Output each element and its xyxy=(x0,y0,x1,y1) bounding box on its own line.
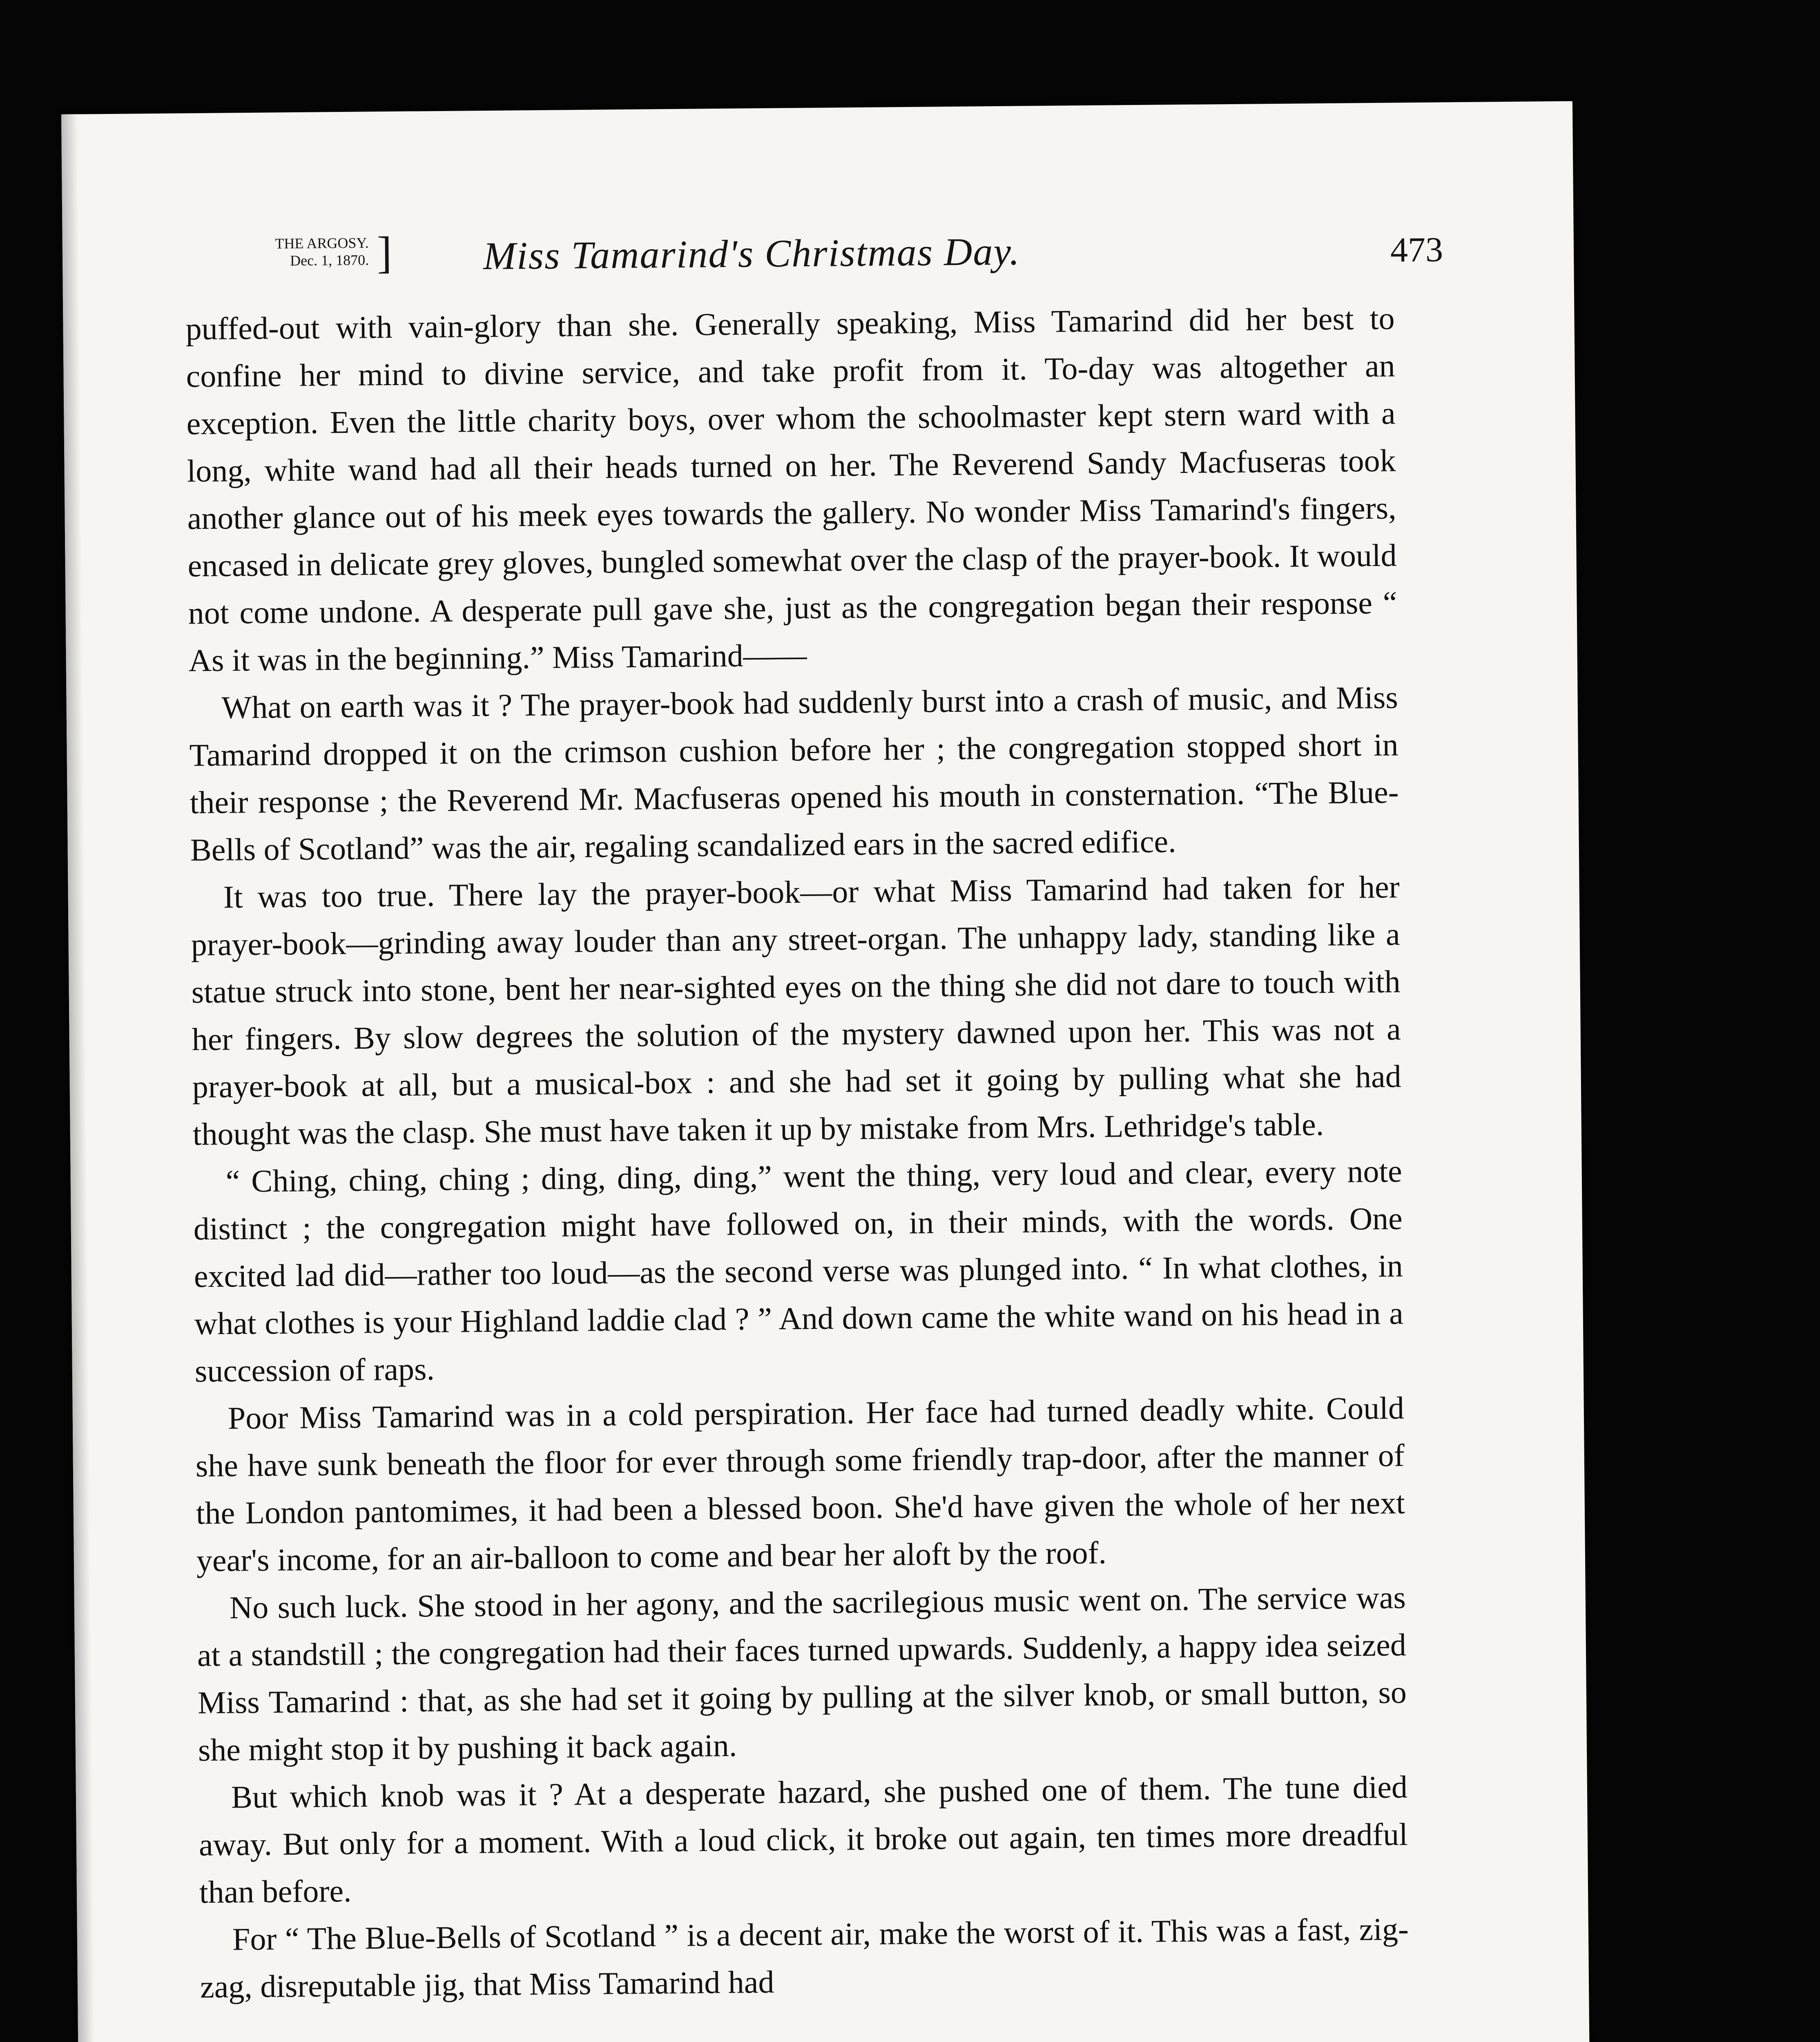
page-number: 473 xyxy=(1390,230,1443,270)
paragraph: puffed-out with vain-glory than she. Generally speaking, Miss Tamarind did her best to confine her mind to divine service, and take profit from it. To-day was altogether an exception. Even the little charity boys, over whom the schoolmaster kept stern ward with a long, white wand had all their heads turned on her. The Reverend Sandy Macfuseras took another glance out of his meek eyes towards the gallery. No wonder Miss Tamarind's fingers, encased in delicate grey gloves, bungled somewhat over the clasp of the prayer-book. It would not come undone. A desperate pull gave she, just as the congregation began their response “ As it was in the beginning.” Miss Tamarind—— xyxy=(185,300,1397,678)
paragraph: Poor Miss Tamarind was in a cold perspiration. Her face had turned deadly white. Could she have sunk beneath the floor for ever through some friendly trap-door, after the manner of the London pantomimes, it had been a blessed boon. She'd have given the whole of her next year's income, for an air-balloon to come and bear her aloft by the roof. xyxy=(195,1390,1405,1578)
masthead-date: Dec. 1, 1870. xyxy=(290,252,369,269)
page-title: Miss Tamarind's Christmas Day. xyxy=(483,229,1021,278)
paragraph: But which knob was it ? At a desperate hazard, she pushed one of them. The tune died away. But only for a moment. With a loud click, it broke out again, ten times more dreadful than before. xyxy=(199,1769,1408,1910)
page-gutter xyxy=(61,114,100,2042)
masthead xyxy=(197,234,369,270)
body-text xyxy=(185,295,1409,2011)
paragraph: No such luck. She stood in her agony, and the sacrilegious music went on. The service was at a standstill ; the congregation had their faces turned upwards. Suddenly, a happy idea seized Miss Tamarind : that, as she had set it going by pulling at the silver knob, or small button, so she might stop it by pushing it back again. xyxy=(197,1579,1407,1768)
paragraph: “ Ching, ching, ching ; ding, ding, ding,” went the thing, very loud and clear, every note distinct ; the congregation might have followed on, in their minds, with the words. One excited lad did—rather too loud—as the second verse was plunged into. “ In what clothes, in what clothes is your Highland laddie clad ? ” And down came the white wand on his head in a succession of raps. xyxy=(193,1153,1404,1389)
masthead-bracket: ] xyxy=(377,227,393,278)
paragraph: It was too true. There lay the prayer-book—or what Miss Tamarind had taken for her prayer-book—grinding away louder than any street-organ. The unhappy lady, standing like a statue struck into stone, bent her near-sighted eyes on the thing she did not dare to touch with her fingers. By slow degrees the solution of the mystery dawned upon her. This was not a prayer-book at all, but a musical-box : and she had set it going by pulling what she had thought was the clasp. She must have taken it up by mistake from Mrs. Lethridge's table. xyxy=(191,869,1402,1152)
book-page xyxy=(61,101,1595,2042)
running-head xyxy=(197,225,1443,289)
masthead-title: THE ARGOSY. xyxy=(275,234,369,252)
paragraph: For “ The Blue-Bells of Scotland ” is a decent air, make the worst of it. This was a fast, zig-zag, disreputable jig, that Miss Tamarind had xyxy=(200,1911,1409,2005)
paragraph: What on earth was it ? The prayer-book had suddenly burst into a crash of music, and Miss Tamarind dropped it on the crimson cushion before her ; the congregation stopped short in their response ; the Reverend Mr. Macfuseras opened his mouth in consternation. “The Blue-Bells of Scotland” was the air, regaling scandalized ears in the sacred edifice. xyxy=(189,679,1399,868)
